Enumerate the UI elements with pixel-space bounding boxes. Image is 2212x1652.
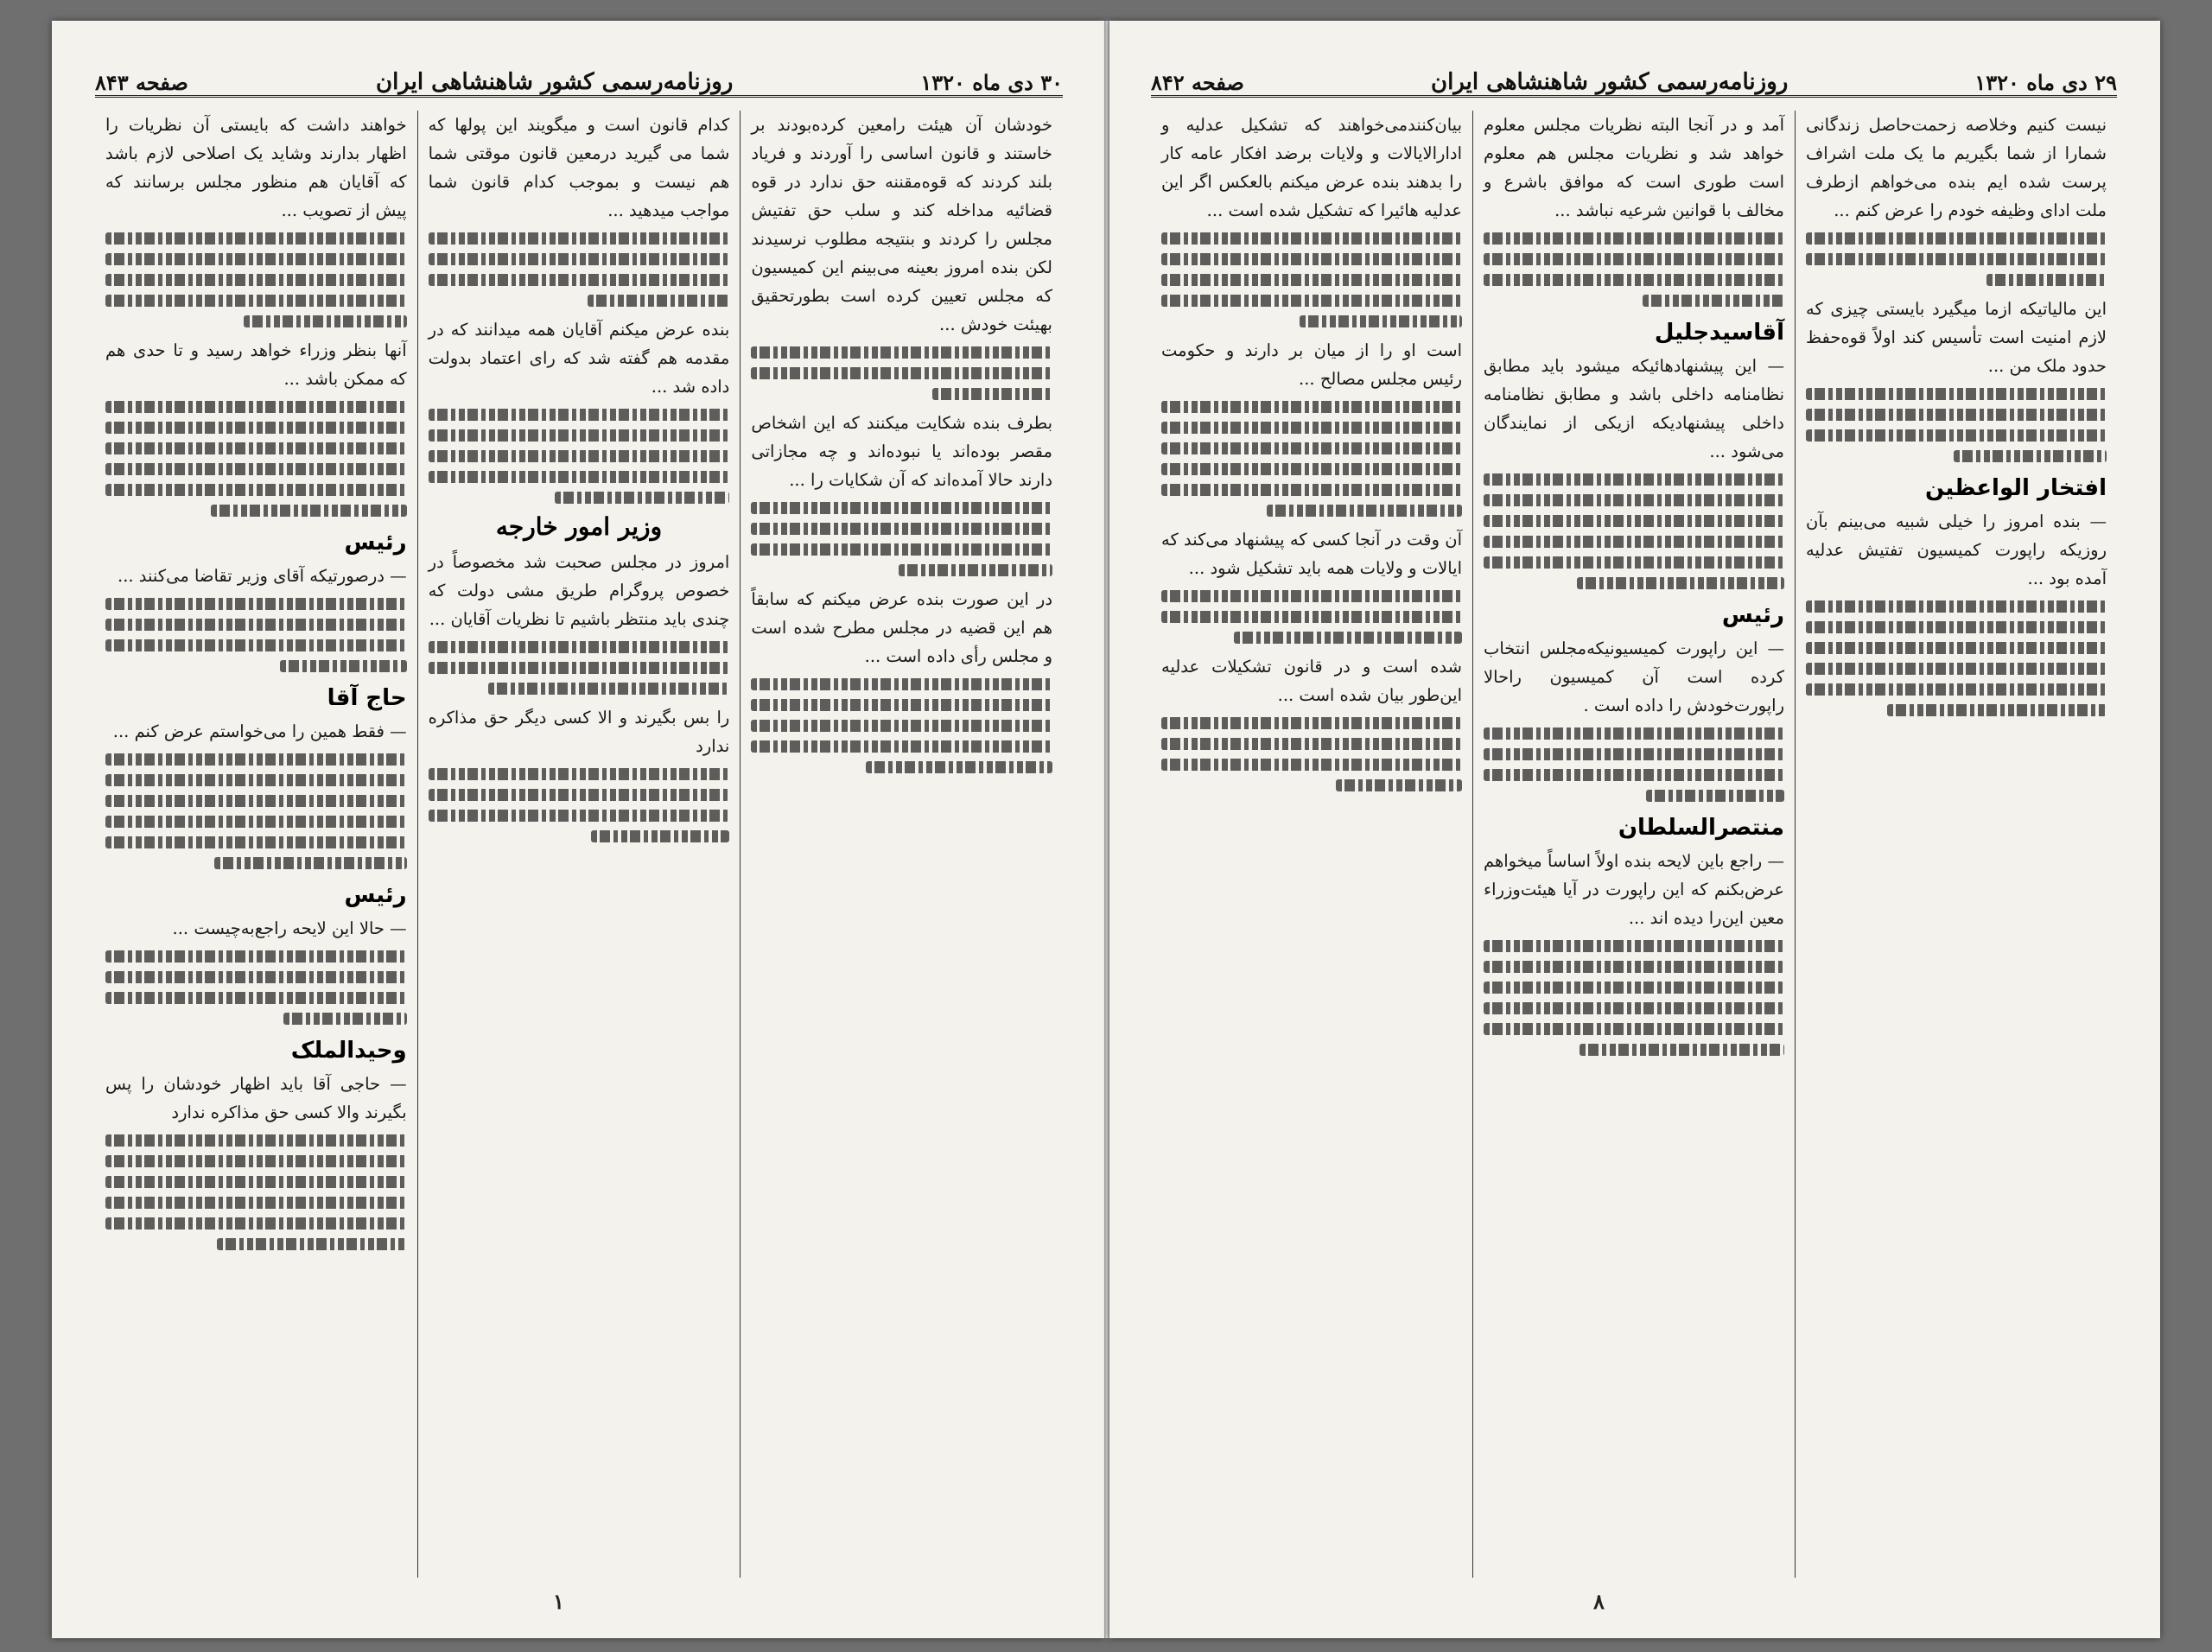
- paragraph: این مالیاتیکه ازما میگیرد بایستی چیزی که لازم امنیت است تأسیس کند اولاً قوه‌حفظ حدود ملک من ...: [1806, 299, 2107, 376]
- text-line: [1484, 982, 1784, 994]
- text-line: [105, 992, 407, 1004]
- text-line: [1484, 728, 1784, 740]
- text-continuation: [751, 502, 1052, 576]
- text-line: [429, 662, 730, 674]
- text-line: [555, 492, 729, 504]
- text-line: [244, 315, 406, 327]
- text-line: [1336, 779, 1462, 791]
- text-continuation: [1484, 473, 1784, 589]
- text-line: [105, 295, 407, 307]
- paragraph: است او را از میان بر دارند و حکومت رئیس مجلس مصالح ...: [1161, 340, 1462, 389]
- text-line: [105, 232, 407, 245]
- text-line: [1484, 536, 1784, 548]
- text-line: [214, 857, 407, 869]
- paragraph: شده است و در قانون تشکیلات عدلیه این‌طور بیان شده است ...: [1161, 657, 1462, 705]
- text-line: [1887, 704, 2107, 716]
- paragraph: بیان‌کنندمی‌خواهند که تشکیل عدلیه و ادارالایالات و ولایات برضد افکار عامه کار را بدهند بنده عرض میکنم بالعکس اگر این عدلیه هائیرا که تشکیل شده است ...: [1161, 115, 1462, 220]
- paragraph: خودشان آن هیئت رامعین کرده‌بودند بر خاستند و قانون اساسی را آوردند و فریاد بلند کردند که قوه‌مقننه حق ندارد در قوه قضائیه مداخله کند و سلب حق تفتیش مجلس را کردند و بنتیجه مطلوب نرسیدند لکن بنده امروز بعینه می‌بینم این کمیسیون که مجلس تعیین کرده است بطورتحقیق بهیئت خودش ...: [751, 115, 1052, 334]
- text-line: [429, 471, 730, 483]
- right-page-column-2: [1473, 111, 1796, 1578]
- text-line: [1161, 463, 1462, 475]
- paragraph: — درصورتیکه آقای وزیر تقاضا می‌کنند ...: [118, 566, 407, 586]
- text-line: [1234, 632, 1462, 644]
- right-page-column-3: [1151, 111, 1473, 1578]
- text-line: [429, 253, 730, 265]
- text-line: [105, 463, 407, 475]
- text-line: [429, 768, 730, 780]
- text-line: [1484, 556, 1784, 569]
- text-line: [1161, 232, 1462, 245]
- section-title: وزیر امور خارجه: [495, 512, 663, 541]
- text-line: [211, 505, 407, 517]
- text-line: [105, 274, 407, 286]
- text-line: [105, 836, 407, 848]
- text-line: [751, 699, 1052, 711]
- paragraph: کدام قانون است و میگویند این پولها که شما می گیرید درمعین قانون موقتی شما هم نیست و بموجب کدام قانون شما مواجب میدهید ...: [428, 115, 730, 220]
- text-line: [1806, 232, 2107, 245]
- text-line: [1300, 315, 1462, 327]
- right-page-columns: [1151, 111, 2117, 1578]
- text-line: [1484, 961, 1784, 973]
- text-line: [751, 346, 1052, 359]
- text-line: [105, 401, 407, 413]
- left-page-column-1: [741, 111, 1063, 1578]
- text-continuation: [751, 678, 1052, 773]
- right-page-date: ۲۹ دی ماه ۱۳۲۰: [1974, 70, 2117, 95]
- text-line: [1484, 515, 1784, 527]
- paragraph: خواهند داشت که بایستی آن نظریات را اظهار بدارند وشاید یک اصلاحی لازم باشد که آقایان هم منظور مجلس برسانند که پیش از تصویب ...: [105, 115, 407, 220]
- text-line: [488, 683, 729, 695]
- text-continuation: [105, 232, 407, 327]
- text-line: [1161, 295, 1462, 307]
- text-line: [899, 564, 1052, 576]
- speaker-name: آقاسیدجلیل: [1654, 320, 1784, 346]
- text-continuation: [105, 1134, 407, 1250]
- speaker-name: رئیس: [344, 530, 407, 556]
- paragraph: — این راپورت کمیسیونیکه‌مجلس انتخاب کرده است آن کمیسیون راحالا راپورت‌خودش را داده است .: [1484, 639, 1784, 715]
- text-line: [429, 789, 730, 801]
- text-continuation: [751, 346, 1052, 400]
- text-line: [105, 816, 407, 828]
- text-line: [429, 429, 730, 442]
- text-line: [751, 678, 1052, 690]
- text-line: [1484, 1002, 1784, 1014]
- text-line: [105, 1176, 407, 1188]
- text-line: [105, 774, 407, 786]
- text-continuation: [105, 950, 407, 1025]
- text-line: [429, 274, 730, 286]
- paragraph: امروز در مجلس صحبت شد مخصوصاً در خصوص پروگرام طریق مشی دولت که چندی باید منتظر باشیم تا نظریات آقایان ...: [428, 552, 730, 629]
- text-line: [1806, 683, 2107, 696]
- text-line: [1806, 663, 2107, 675]
- text-line: [1646, 790, 1784, 802]
- text-line: [105, 484, 407, 496]
- text-line: [1577, 577, 1784, 589]
- text-line: [1484, 494, 1784, 506]
- speaker-name: رئیس: [344, 882, 407, 908]
- text-line: [1161, 590, 1462, 602]
- text-continuation: [1806, 388, 2107, 462]
- text-line: [1161, 759, 1462, 771]
- paragraph: آمد و در آنجا البته نظریات مجلس معلوم خواهد شد و نظریات مجلس هم معلوم است طوری است که موافق باشرع و مخالف با قوانین شرعیه نباشد ...: [1484, 115, 1784, 220]
- left-page: [52, 21, 1104, 1638]
- text-line: [105, 253, 407, 265]
- text-line: [751, 720, 1052, 732]
- text-line: [751, 523, 1052, 535]
- right-page-folio: ۸: [1593, 1589, 1605, 1614]
- text-continuation: [429, 768, 730, 842]
- right-page-number-label: صفحه ۸۴۲: [1151, 70, 1244, 95]
- text-continuation: [1484, 232, 1784, 307]
- text-continuation: [1484, 940, 1784, 1056]
- text-line: [280, 660, 406, 672]
- speaker-name: حاج آقا: [327, 685, 407, 711]
- text-line: [105, 1155, 407, 1167]
- text-line: [429, 450, 730, 462]
- paragraph: نیست کنیم وخلاصه زحمت‌حاصل زندگانی شمارا از شما بگیریم ما یک ملت اشراف پرست شده ایم بنده می‌خواهم ازطرف ملت ادای وظیفه خودم را عرض کنم ...: [1806, 115, 2107, 220]
- text-continuation: [429, 409, 730, 504]
- left-page-title: روزنامه‌رسمی کشور شاهنشاهی ایران: [375, 69, 734, 95]
- text-line: [1161, 738, 1462, 750]
- text-continuation: [105, 753, 407, 869]
- text-line: [866, 761, 1052, 773]
- text-line: [1484, 748, 1784, 760]
- paragraph: — حالا این لایحه راجع‌به‌چیست ...: [172, 918, 407, 938]
- paragraph: آنها بنظر وزراء خواهد رسید و تا حدی هم که ممکن باشد ...: [105, 340, 407, 389]
- text-line: [1484, 232, 1784, 245]
- paragraph: را بس بگیرند و الا کسی دیگر حق مذاکره ندارد: [428, 708, 730, 756]
- text-continuation: [429, 232, 730, 307]
- text-continuation: [1484, 728, 1784, 802]
- text-line: [1161, 422, 1462, 434]
- text-line: [1806, 429, 2107, 442]
- text-line: [429, 641, 730, 653]
- right-page-title: روزنامه‌رسمی کشور شاهنشاهی ایران: [1430, 69, 1789, 95]
- paragraph: — این پیشنهادهائیکه میشود باید مطابق نظامنامه داخلی باشد و مطابق نظامنامه داخلی پیشنهادیکه ازیکی از نمایندگان می‌شود ...: [1484, 356, 1784, 461]
- text-line: [1161, 484, 1462, 496]
- text-line: [932, 388, 1052, 400]
- text-line: [1806, 388, 2107, 400]
- text-continuation: [1161, 590, 1462, 644]
- speaker-name: افتخار الواعظین: [1924, 475, 2107, 501]
- left-page-date: ۳۰ دی ماه ۱۳۲۰: [920, 70, 1063, 95]
- right-page: [1109, 21, 2160, 1638]
- left-page-header: [95, 55, 1063, 98]
- paragraph: — بنده امروز را خیلی شبیه می‌بینم بآن روزیکه راپورت کمیسیون تفتیش عدلیه آمده بود ...: [1806, 511, 2107, 588]
- text-line: [1643, 295, 1784, 307]
- text-line: [429, 810, 730, 822]
- text-line: [1806, 642, 2107, 654]
- left-page-folio: ۱: [553, 1589, 564, 1614]
- text-line: [105, 971, 407, 983]
- speaker-name: منتصرالسلطان: [1618, 815, 1784, 841]
- paragraph: آن وقت در آنجا کسی که پیشنهاد می‌کند که ایالات و ولایات همه باید تشکیل شود ...: [1161, 530, 1462, 578]
- paragraph: — فقط همین را می‌خواستم عرض کنم ...: [112, 721, 407, 741]
- text-line: [1484, 769, 1784, 781]
- text-line: [591, 830, 729, 842]
- text-line: [105, 639, 407, 651]
- speaker-name: رئیس: [1721, 602, 1784, 628]
- text-continuation: [1806, 600, 2107, 716]
- text-line: [1484, 1023, 1784, 1035]
- text-line: [1161, 611, 1462, 623]
- paragraph: بنده عرض میکنم آقایان همه میدانند که در مقدمه هم گفته شد که رای اعتماد بدولت داده شد ...: [428, 320, 730, 397]
- text-line: [1806, 621, 2107, 633]
- text-line: [1484, 473, 1784, 486]
- text-line: [105, 795, 407, 807]
- paragraph: — راجع باین لایحه بنده اولاً اساساً میخواهم عرض‌بکنم که این راپورت در آیا هیئت‌وزراء معین این‌را دیده اند ...: [1484, 851, 1784, 928]
- text-line: [105, 950, 407, 963]
- text-continuation: [105, 401, 407, 517]
- text-line: [1806, 600, 2107, 613]
- right-page-header: [1151, 55, 2117, 98]
- left-page-column-3: [95, 111, 418, 1578]
- text-line: [751, 740, 1052, 753]
- text-line: [1484, 274, 1784, 286]
- paragraph: بطرف بنده شکایت میکنند که این اشخاص مقصر بوده‌اند یا نبوده‌اند و چه مجازاتی دارند حالا آمده‌اند که آن شکایات را ...: [751, 413, 1052, 490]
- text-continuation: [1806, 232, 2107, 286]
- text-line: [105, 1134, 407, 1147]
- text-line: [105, 598, 407, 610]
- text-line: [751, 543, 1052, 556]
- text-line: [1161, 253, 1462, 265]
- text-line: [751, 367, 1052, 379]
- text-line: [105, 753, 407, 766]
- text-line: [1484, 253, 1784, 265]
- text-line: [1161, 717, 1462, 729]
- text-line: [1484, 940, 1784, 952]
- text-continuation: [1161, 717, 1462, 791]
- text-line: [1161, 274, 1462, 286]
- text-continuation: [105, 598, 407, 672]
- text-line: [751, 502, 1052, 514]
- paragraph: در این صورت بنده عرض میکنم که سابقاً هم این قضیه در مجلس مطرح شده است و مجلس رأی داده است ...: [751, 589, 1052, 666]
- text-line: [429, 409, 730, 421]
- text-line: [217, 1238, 407, 1250]
- text-line: [429, 232, 730, 245]
- text-line: [1806, 253, 2107, 265]
- paragraph: — حاجی آقا باید اظهار خودشان را پس بگیرند والا کسی حق مذاکره ندارد: [105, 1074, 407, 1122]
- text-line: [105, 1217, 407, 1229]
- text-line: [105, 1197, 407, 1209]
- left-page-columns: [95, 111, 1063, 1578]
- left-page-column-2: [418, 111, 741, 1578]
- text-line: [105, 422, 407, 434]
- right-page-column-1: [1796, 111, 2117, 1578]
- text-line: [1580, 1044, 1784, 1056]
- text-line: [588, 295, 729, 307]
- text-line: [105, 619, 407, 631]
- text-line: [1267, 505, 1462, 517]
- speaker-name: وحیدالملک: [290, 1038, 407, 1064]
- text-line: [1161, 401, 1462, 413]
- text-continuation: [429, 641, 730, 695]
- text-line: [283, 1013, 407, 1025]
- text-line: [105, 442, 407, 454]
- text-continuation: [1161, 401, 1462, 517]
- text-continuation: [1161, 232, 1462, 327]
- text-line: [1806, 409, 2107, 421]
- left-page-number-label: صفحه ۸۴۳: [95, 70, 188, 95]
- text-line: [1986, 274, 2107, 286]
- text-line: [1954, 450, 2107, 462]
- text-line: [1161, 442, 1462, 454]
